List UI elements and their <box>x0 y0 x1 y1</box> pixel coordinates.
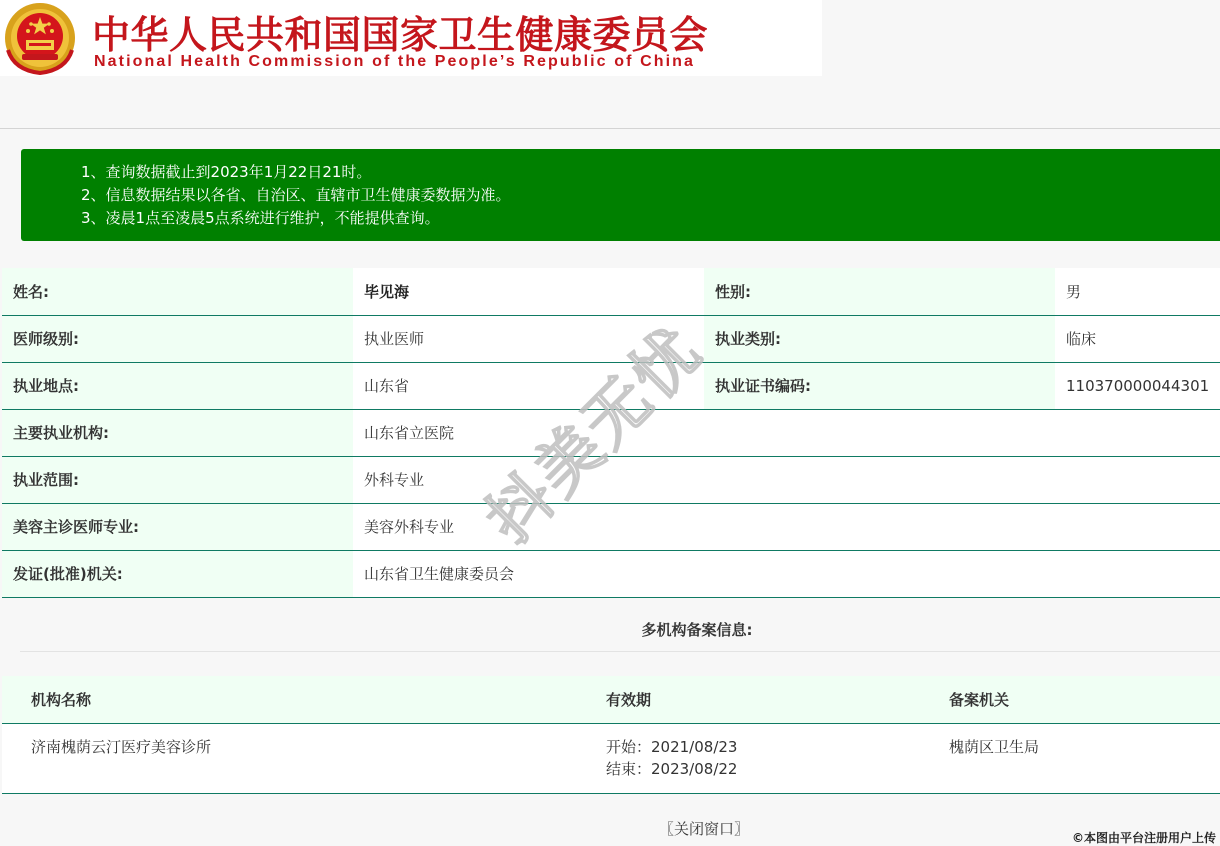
column-header-institution: 机构名称 <box>2 676 594 723</box>
notice-line: 1、查询数据截止到2023年1月22日21时。 <box>81 163 372 181</box>
doctor-info-table <box>2 268 1220 598</box>
table-row <box>2 315 1220 362</box>
category-label: 执业类别: <box>704 315 1055 362</box>
notice-line: 3、凌晨1点至凌晨5点系统进行维护，不能提供查询。 <box>81 209 440 227</box>
institution-label: 主要执业机构: <box>2 409 353 456</box>
gender-value: 男 <box>1055 268 1220 315</box>
site-title-cn: 中华人民共和国国家卫生健康委员会 <box>92 13 709 57</box>
location-value: 山东省 <box>353 362 704 409</box>
upload-credit: ©本图由平台注册用户上传 <box>1072 831 1217 845</box>
authority-cell: 槐荫区卫生局 <box>940 723 1220 793</box>
section-divider <box>20 651 1220 652</box>
site-title-en: National Health Commission of the People’s Republic of China <box>94 53 696 70</box>
cosmetic-value: 美容外科专业 <box>353 503 1220 550</box>
gender-label: 性别: <box>704 268 1055 315</box>
table-row <box>2 409 1220 456</box>
column-header-validity: 有效期 <box>594 676 940 723</box>
institution-value: 山东省立医院 <box>353 409 1220 456</box>
institution-name-cell: 济南槐荫云汀医疗美容诊所 <box>2 723 594 793</box>
table-header-row <box>2 676 1220 723</box>
institution-table <box>2 676 1220 794</box>
validity-cell <box>594 723 940 793</box>
name-label: 姓名: <box>2 268 353 315</box>
scope-value: 外科专业 <box>353 456 1220 503</box>
issuer-value: 山东省卫生健康委员会 <box>353 550 1220 597</box>
name-value: 毕见海 <box>353 268 704 315</box>
table-row <box>2 456 1220 503</box>
table-row <box>2 362 1220 409</box>
notice-banner <box>21 149 1220 241</box>
table-row <box>2 550 1220 597</box>
validity-end: 结束：2023/08/22 <box>606 759 738 778</box>
header-divider <box>0 128 1220 129</box>
cert-label: 执业证书编码: <box>704 362 1055 409</box>
national-emblem-icon <box>2 0 78 76</box>
category-value: 临床 <box>1055 315 1220 362</box>
level-label: 医师级别: <box>2 315 353 362</box>
table-row <box>2 503 1220 550</box>
column-header-authority: 备案机关 <box>940 676 1220 723</box>
cosmetic-label: 美容主诊医师专业: <box>2 503 353 550</box>
table-row <box>2 268 1220 315</box>
location-label: 执业地点: <box>2 362 353 409</box>
scope-label: 执业范围: <box>2 456 353 503</box>
validity-start: 开始：2021/08/23 <box>606 737 738 756</box>
cert-value: 110370000044301 <box>1055 362 1220 409</box>
issuer-label: 发证(批准)机关: <box>2 550 353 597</box>
level-value: 执业医师 <box>353 315 704 362</box>
site-header <box>0 0 822 76</box>
close-window-link[interactable]: 〖关闭窗口〗 <box>659 820 750 838</box>
table-row <box>2 723 1220 793</box>
multi-institution-title: 多机构备案信息: <box>641 621 753 639</box>
notice-line: 2、信息数据结果以各省、自治区、直辖市卫生健康委数据为准。 <box>81 186 511 204</box>
